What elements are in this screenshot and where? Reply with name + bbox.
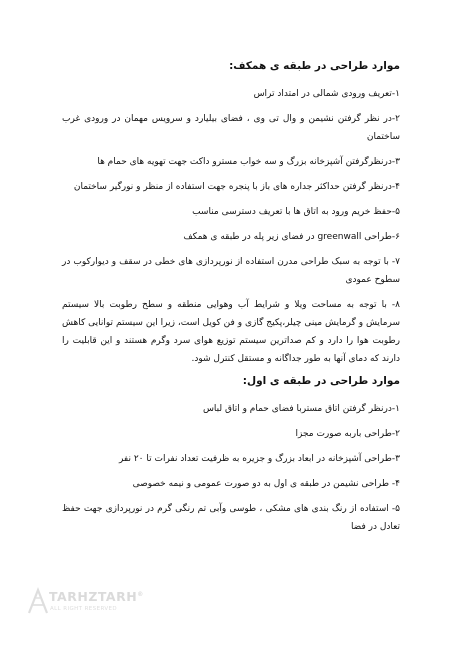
list-item: ۵-حفظ خریم ورود به اتاق ها با تعریف دسترسی مناسب [192, 207, 400, 217]
list-item: ۱-درنظر گرفتن اتاق مستربا فضای حمام و اتاق لباس [202, 404, 400, 414]
brand-mark-icon [27, 586, 49, 616]
watermark-tagline: ALL RIGHT RESERVED [50, 606, 118, 612]
watermark-logo [27, 586, 157, 620]
list-item: ۴-درنظر گرفتن حداکثر جداره های باز با پنجره جهت استفاده از منظر و نورگیر ساختمان [73, 182, 400, 192]
list-item: ۱-تعریف ورودی شمالی در امتداد تراس [253, 89, 400, 99]
section-heading-ground-floor: موارد طراحی در طبقه ی همکف: [229, 60, 400, 72]
list-item: ۴- طراحی نشیمن در طبقه ی اول به دو صورت عمومی و نیمه خصوصی [132, 479, 400, 489]
list-item: ۶-طراحی greenwall در فضای زیر پله در طبقه ی همکف [183, 232, 400, 242]
list-item: ۳-درنظرگرفتن آشپزخانه بزرگ و سه خواب مسترو داکت جهت تهویه های حمام ها [97, 157, 400, 167]
list-item: ۸- با توجه به مساحت ویلا و شرایط آب وهوایی منطقه و سطح رطوبت بالا سیستم سرمایش و گرمایش مینی چیلر،پکیج گازی و فن کویل است، زیرا این سیستم توانایی کاهش رطوبت هوا را دارد و کم صداترین سیستم توزیع هوای سرد وگرم هستند و این قابلیت را دارند که دمای آنها به طور جداگانه و مستقل کنترل شود. [62, 300, 400, 364]
list-item: ۲-طراحی باربه صورت مجزا [295, 429, 400, 439]
list-item: ۲-در نظر گرفتن نشیمن و وال تی وی ، فضای بیلیارد و سرویس مهمان در ورودی غرب ساختمان [62, 114, 400, 142]
list-item: ۷- با توجه به سبک طراحی مدرن استفاده از نورپردازی های خطی در سقف و دیوارکوب در سطوح عمودی [62, 257, 400, 285]
document-body [62, 58, 400, 543]
list-item: ۳-طراحی آشپزخانه در ابعاد بزرگ و جزیره به ظرفیت تعداد نفرات تا ۲۰ نفر [118, 454, 400, 464]
section-heading-first-floor: موارد طراحی در طبقه ی اول: [242, 375, 400, 387]
watermark-brand: TARHZTARH® [49, 589, 144, 604]
list-item: ۵- استفاده از رنگ بندی های مشکی ، طوسی وآبی تم رنگی گرم در نورپردازی جهت حفظ تعادل در فضا [62, 504, 400, 532]
